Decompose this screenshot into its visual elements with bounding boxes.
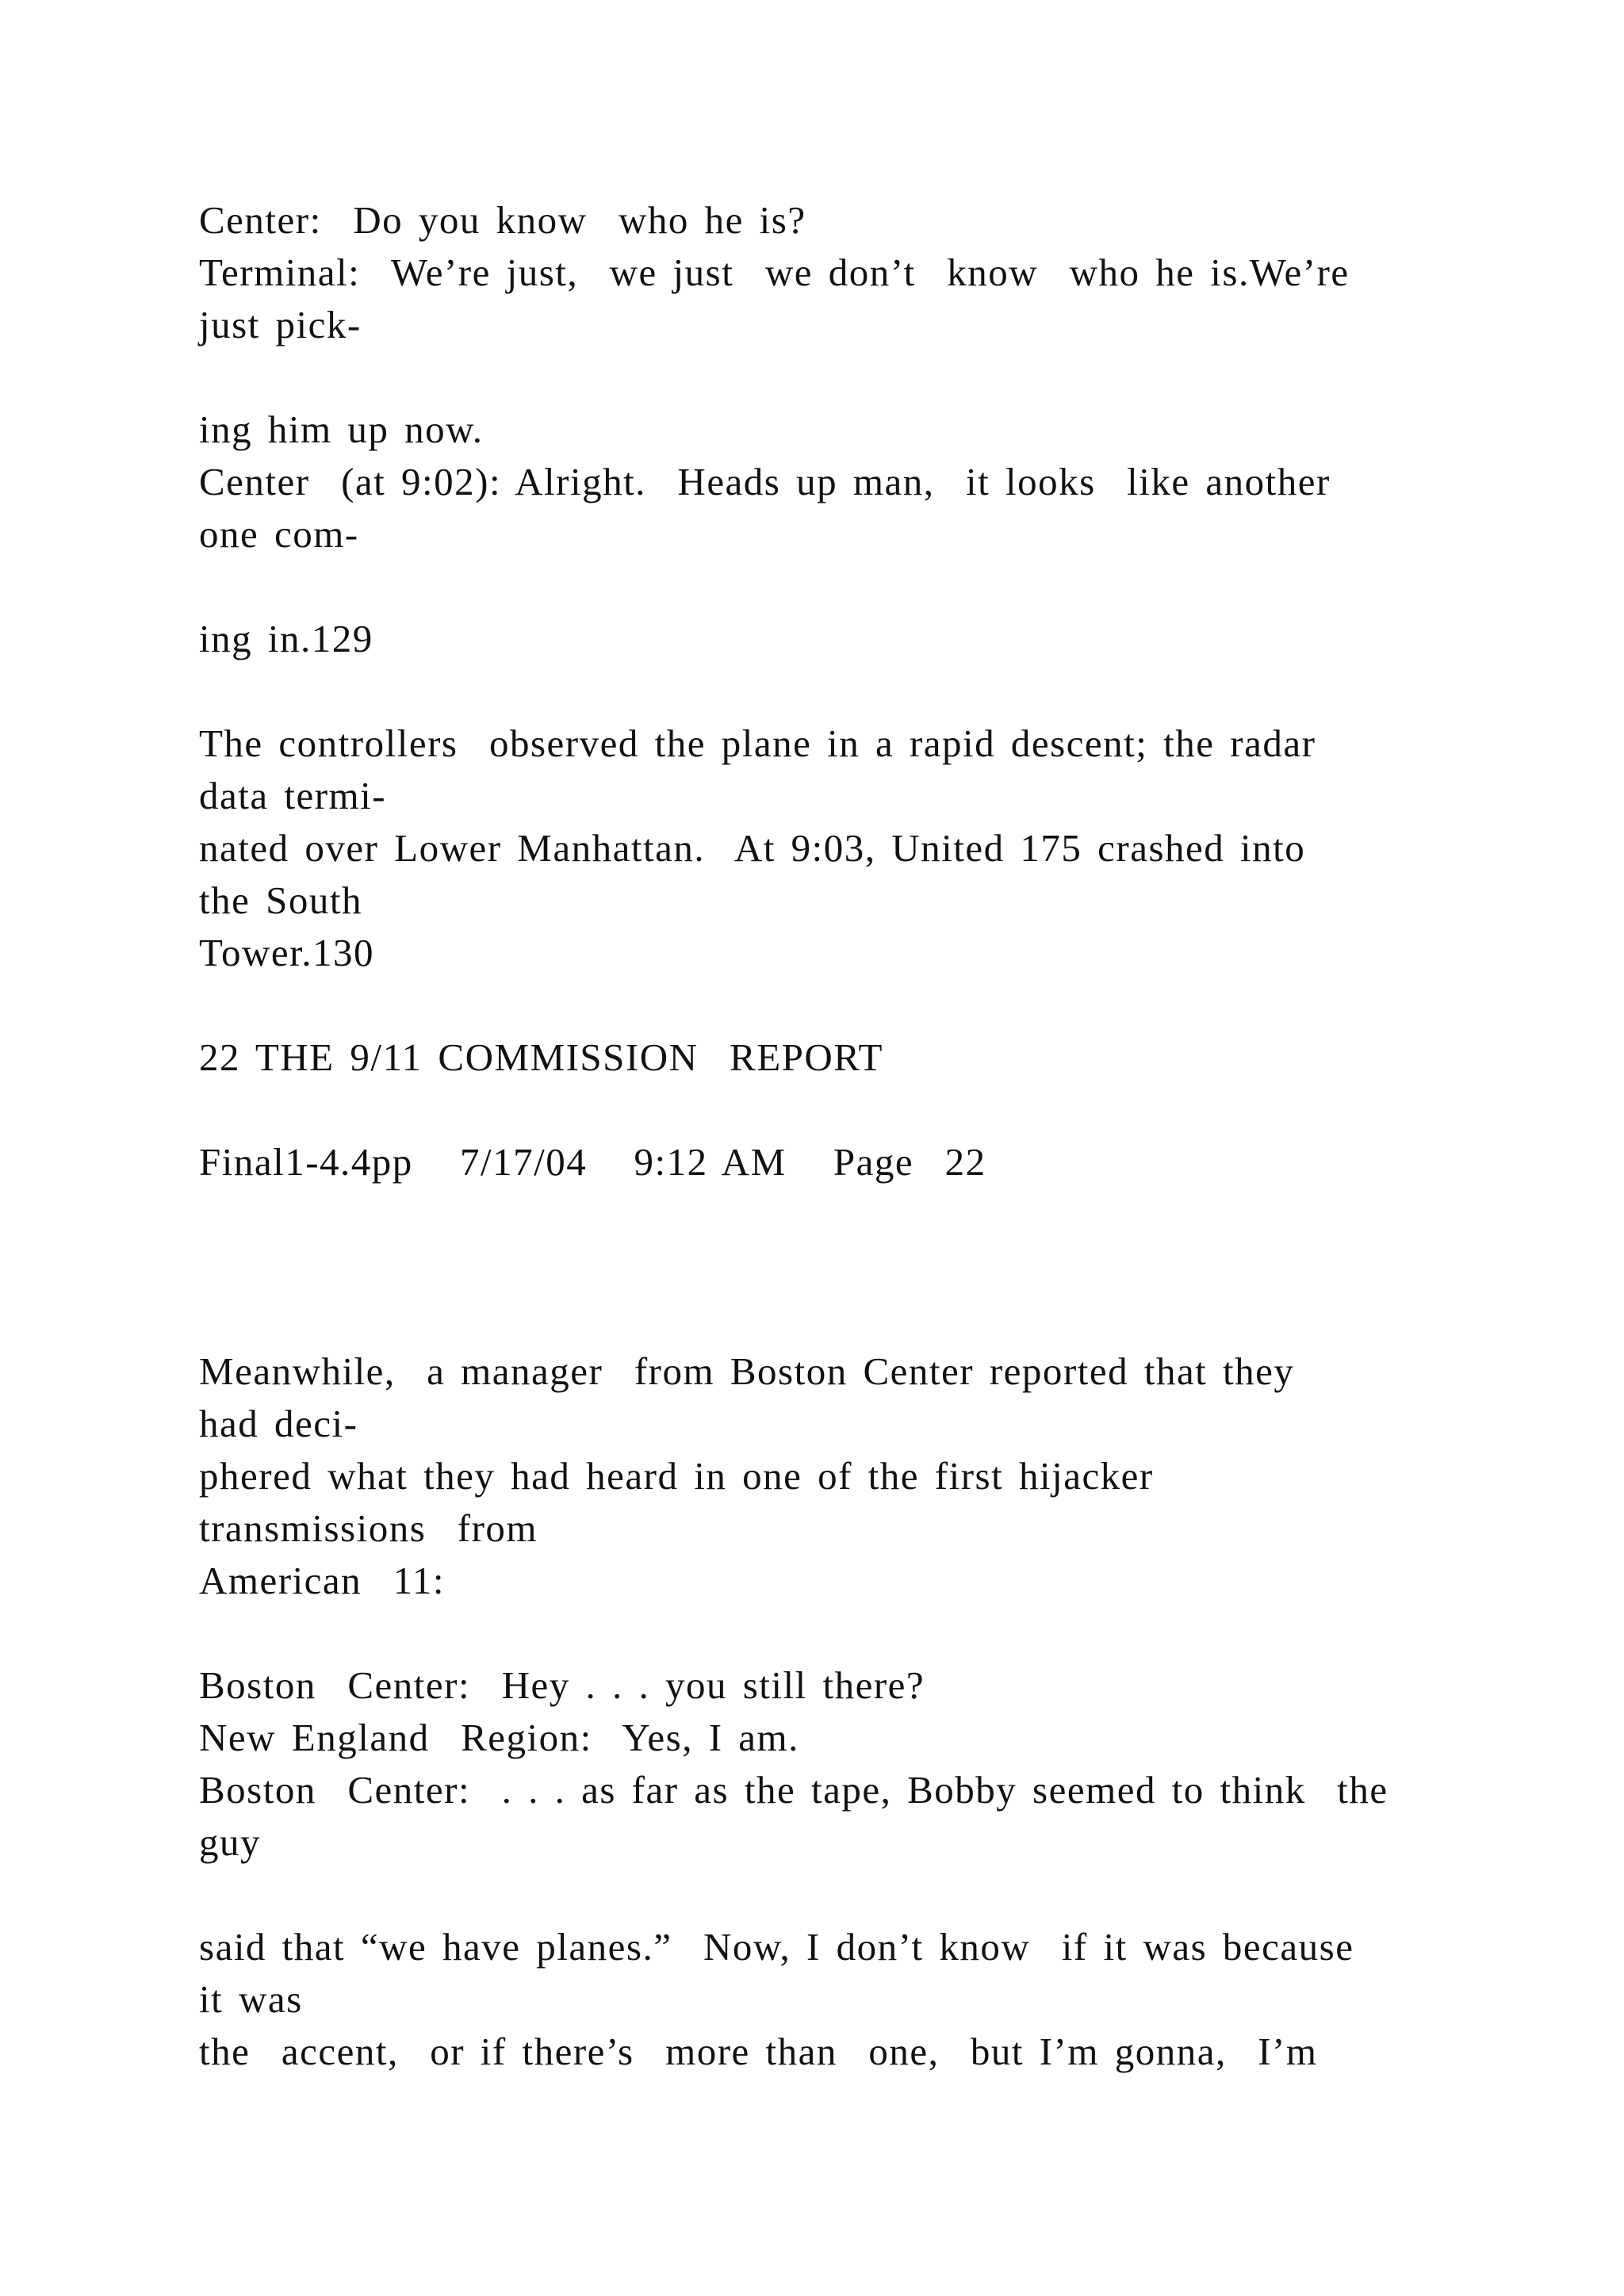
text-line: the accent, or if there’s more than one, but I’m gonna, I’m <box>199 2030 1318 2073</box>
running-footer: 22 THE 9/11 COMMISSION REPORT <box>199 1035 883 1079</box>
text-line: American 11: <box>199 1559 445 1602</box>
text-line: ing him up now. <box>199 408 484 451</box>
print-slug: Final1-4.4pp 7/17/04 9:12 AM Page 22 <box>199 1140 986 1184</box>
text-line: New England Region: Yes, I am. <box>199 1716 799 1759</box>
text-line: ing in.129 <box>199 617 373 660</box>
text-line: guy <box>199 1820 261 1864</box>
text-line: Meanwhile, a manager from Boston Center reported that they <box>199 1349 1295 1393</box>
text-line: Boston Center: Hey . . . you still there? <box>199 1663 925 1707</box>
text-line: phered what they had heard in one of the first hijacker <box>199 1454 1154 1498</box>
text-line: one com- <box>199 512 359 556</box>
text-line: had deci- <box>199 1402 358 1445</box>
text-line: said that “we have planes.” Now, I don’t know if it was because <box>199 1925 1354 1969</box>
text-line: Boston Center: . . . as far as the tape, Bobby seemed to think the <box>199 1768 1388 1812</box>
text-line: Center: Do you know who he is? <box>199 198 806 242</box>
text-line: just pick- <box>199 303 362 346</box>
text-line: data termi- <box>199 774 387 817</box>
text-line: nated over Lower Manhattan. At 9:03, United 175 crashed into <box>199 826 1306 870</box>
text-line: Center (at 9:02): Alright. Heads up man, it looks like another <box>199 460 1331 503</box>
text-line: it was <box>199 1977 303 2021</box>
text-line: transmissions from <box>199 1506 538 1550</box>
text-line: Tower.130 <box>199 931 375 974</box>
text-line: The controllers observed the plane in a rapid descent; the radar <box>199 721 1316 765</box>
text-line: the South <box>199 878 362 922</box>
text-line: Terminal: We’re just, we just we don’t know who he is.We’re <box>199 251 1350 294</box>
